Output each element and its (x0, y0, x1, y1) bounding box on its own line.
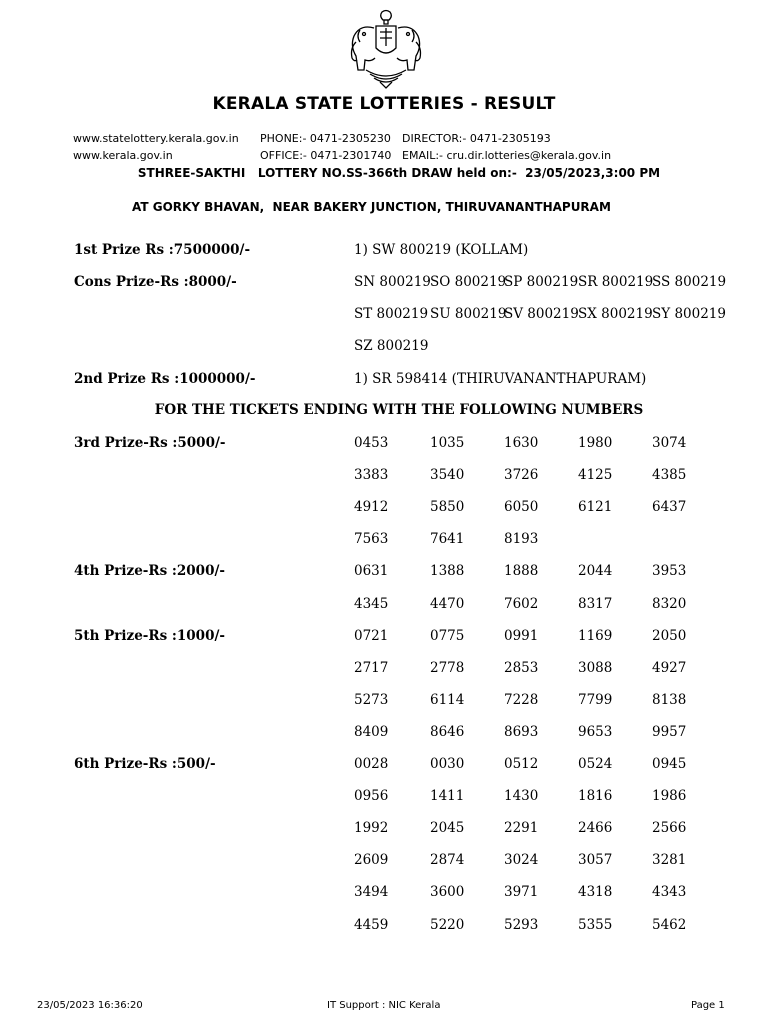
print-timestamp: 23/05/2023 16:36:20 (37, 1000, 143, 1011)
phone-number: PHONE:- 0471-2305230 (260, 132, 391, 145)
fifth-prize-number: 0775 (430, 627, 465, 644)
sixth-prize-number: 2874 (430, 852, 465, 869)
third-prize-number: 3726 (504, 467, 539, 484)
sixth-prize-number: 3281 (652, 852, 687, 869)
sixth-prize-number: 1430 (504, 788, 539, 805)
fifth-prize-number: 0991 (504, 627, 539, 644)
third-prize-number: 8193 (504, 531, 539, 548)
page-number: Page 1 (691, 1000, 725, 1011)
sixth-prize-number: 3600 (430, 884, 465, 901)
fifth-prize-number: 8409 (354, 723, 389, 740)
third-prize-number: 5850 (430, 499, 465, 516)
third-prize-number: 7641 (430, 531, 465, 548)
ending-numbers-banner: FOR THE TICKETS ENDING WITH THE FOLLOWING NUMBERS (154, 402, 644, 418)
sixth-prize-number: 5293 (504, 916, 539, 933)
cons-prize-number: SR 800219 (578, 274, 654, 290)
fifth-prize-number: 9957 (652, 723, 687, 740)
fourth-prize-number: 3953 (652, 563, 687, 580)
fifth-prize-number: 9653 (578, 723, 613, 740)
sixth-prize-number: 1816 (578, 788, 613, 805)
cons-prize-number: SY 800219 (652, 306, 726, 322)
cons-prize-number: SO 800219 (430, 274, 507, 290)
sixth-prize-number: 3024 (504, 852, 539, 869)
fifth-prize-number: 2778 (430, 659, 465, 676)
fifth-prize-number: 1169 (578, 627, 613, 644)
website-link[interactable]: www.statelottery.kerala.gov.in (73, 132, 239, 145)
third-prize-number: 3383 (354, 467, 389, 484)
kerala-emblem-icon (344, 8, 428, 90)
fifth-prize-number: 8646 (430, 723, 465, 740)
sixth-prize-number: 1986 (652, 788, 687, 805)
cons-prize-number: SV 800219 (504, 306, 579, 322)
cons-prize-number: SP 800219 (504, 274, 579, 290)
fourth-prize-number: 7602 (504, 595, 539, 612)
fourth-prize-number: 4345 (354, 595, 389, 612)
sixth-prize-number: 4459 (354, 916, 389, 933)
fourth-prize-number: 2044 (578, 563, 613, 580)
website-link-secondary[interactable]: www.kerala.gov.in (73, 149, 173, 162)
third-prize-number: 6437 (652, 499, 687, 516)
fifth-prize-number: 3088 (578, 659, 613, 676)
fourth-prize-label: 4th Prize-Rs :2000/- (74, 563, 226, 580)
sixth-prize-number: 1411 (430, 788, 465, 805)
third-prize-number: 0453 (354, 435, 389, 451)
director-number: DIRECTOR:- 0471-2305193 (402, 132, 551, 145)
sixth-prize-number: 0512 (504, 756, 539, 772)
cons-prize-number: SN 800219 (354, 274, 431, 290)
third-prize-number: 3074 (652, 435, 687, 451)
first-prize-label: 1st Prize Rs :7500000/- (74, 242, 251, 258)
fifth-prize-number: 2853 (504, 659, 539, 676)
sixth-prize-number: 5220 (430, 916, 465, 933)
sixth-prize-number: 2291 (504, 820, 539, 837)
fifth-prize-number: 4927 (652, 659, 687, 676)
fifth-prize-number: 0721 (354, 627, 389, 644)
fifth-prize-number: 2717 (354, 659, 389, 676)
fourth-prize-number: 0631 (354, 563, 389, 580)
third-prize-number: 6050 (504, 499, 539, 516)
third-prize-number: 3540 (430, 467, 465, 484)
sixth-prize-number: 2466 (578, 820, 613, 837)
fifth-prize-number: 8138 (652, 691, 687, 708)
third-prize-number: 4912 (354, 499, 389, 516)
sixth-prize-number: 0028 (354, 756, 389, 772)
fifth-prize-number: 8693 (504, 723, 539, 740)
sixth-prize-number: 0945 (652, 756, 687, 772)
fourth-prize-number: 4470 (430, 595, 465, 612)
it-support: IT Support : NIC Kerala (327, 1000, 441, 1011)
sixth-prize-number: 0956 (354, 788, 389, 805)
first-prize-winner: 1) SW 800219 (KOLLAM) (354, 242, 529, 258)
cons-prize-number: SS 800219 (652, 274, 727, 290)
third-prize-number: 1035 (430, 435, 465, 451)
sixth-prize-number: 2609 (354, 852, 389, 869)
cons-prize-number: SZ 800219 (354, 338, 429, 354)
sixth-prize-number: 0030 (430, 756, 465, 772)
second-prize-winner: 1) SR 598414 (THIRUVANANTHAPURAM) (354, 371, 647, 387)
third-prize-number: 6121 (578, 499, 613, 516)
second-prize-label: 2nd Prize Rs :1000000/- (74, 371, 256, 387)
fourth-prize-number: 8317 (578, 595, 613, 612)
fifth-prize-number: 7228 (504, 691, 539, 708)
draw-info: STHREE-SAKTHI LOTTERY NO.SS-366th DRAW held on:- 23/05/2023,3:00 PM (137, 166, 661, 180)
fifth-prize-label: 5th Prize-Rs :1000/- (74, 627, 226, 644)
venue: AT GORKY BHAVAN, NEAR BAKERY JUNCTION, THIRUVANANTHAPURAM (132, 200, 611, 214)
fifth-prize-number: 7799 (578, 691, 613, 708)
sixth-prize-number: 4318 (578, 884, 613, 901)
sixth-prize-number: 1992 (354, 820, 389, 837)
third-prize-label: 3rd Prize-Rs :5000/- (74, 435, 226, 451)
fifth-prize-number: 2050 (652, 627, 687, 644)
fourth-prize-number: 8320 (652, 595, 687, 612)
office-number: OFFICE:- 0471-2301740 (260, 149, 392, 162)
cons-prize-number: SU 800219 (430, 306, 507, 322)
sixth-prize-number: 3971 (504, 884, 539, 901)
cons-prize-number: ST 800219 (354, 306, 429, 322)
third-prize-number: 4125 (578, 467, 613, 484)
cons-prize-number: SX 800219 (578, 306, 653, 322)
third-prize-number: 1980 (578, 435, 613, 451)
fourth-prize-number: 1888 (504, 563, 539, 580)
sixth-prize-label: 6th Prize-Rs :500/- (74, 756, 216, 772)
third-prize-number: 7563 (354, 531, 389, 548)
cons-prize-label: Cons Prize-Rs :8000/- (74, 274, 237, 290)
email-address[interactable]: EMAIL:- cru.dir.lotteries@kerala.gov.in (402, 149, 612, 162)
sixth-prize-number: 3494 (354, 884, 389, 901)
fifth-prize-number: 5273 (354, 691, 389, 708)
sixth-prize-number: 2045 (430, 820, 465, 837)
sixth-prize-number: 4343 (652, 884, 687, 901)
sixth-prize-number: 5355 (578, 916, 613, 933)
fourth-prize-number: 1388 (430, 563, 465, 580)
third-prize-number: 1630 (504, 435, 539, 451)
sixth-prize-number: 0524 (578, 756, 613, 772)
page-title: KERALA STATE LOTTERIES - RESULT (212, 94, 556, 114)
third-prize-number: 4385 (652, 467, 687, 484)
sixth-prize-number: 2566 (652, 820, 687, 837)
fifth-prize-number: 6114 (430, 691, 465, 708)
sixth-prize-number: 3057 (578, 852, 613, 869)
sixth-prize-number: 5462 (652, 916, 687, 933)
